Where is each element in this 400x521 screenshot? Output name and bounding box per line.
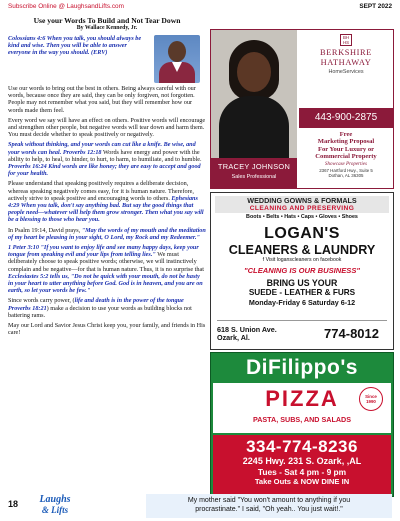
agent-face: [237, 52, 271, 92]
pizza-menu: PASTA, SUBS, AND SALADS: [252, 415, 352, 424]
agent-torso: [219, 96, 289, 158]
paragraph-2: Every word we say will have an effect on others. Positive words will encourage and strengthen other people, but negative words will tear down and harm them. You must decide whether to speak positively or negatively.: [8, 116, 206, 139]
paragraph-6-text: We must deliberately choose to speak positive words; otherwise, we will instinctively complain and be negative—for that is human nature. Thus, it is no surprise that: [8, 251, 204, 273]
verse-1-peter-3-10: 1 Peter 3:10 "If you want to enjoy life and see many happy days, keep your tongue from speaking evil and your lips from telling lies.": [8, 244, 199, 259]
bhhs-phone[interactable]: 443-900-2875: [299, 108, 393, 128]
agent-photo: [211, 30, 297, 158]
verse-ecclesiastes-5-2: Ecclesiastes 5:2 tells us, "Do not be quick with your mouth, do not be hasty in your heart to utter anything before God. God is in heaven, and you are on earth, so let your words be few.": [8, 272, 203, 295]
paragraph-3-text: Words have energy and power with the ability to help, to heal, to hinder, to hurt, to harm, to humiliate, and to humble.: [8, 148, 202, 163]
paragraph-6: [8, 244, 206, 294]
ad-difilippos-pizza[interactable]: [210, 352, 394, 497]
logans-cleaning: CLEANING AND PRESERVING: [215, 205, 389, 213]
paragraph-7-text-a: Since words carry power, (: [8, 297, 75, 305]
logans-address-1: 618 S. Union Ave.: [217, 325, 277, 334]
facebook-text: Visit loganscleaners on facebook: [265, 257, 342, 263]
quote-line-1: My mother said "You won't amount to anything if you: [187, 497, 351, 504]
lead-verse: Colossians 4:6 When you talk, you should always be kind and wise. Then you will be able to answer everyone in the way you should. (ERV): [8, 35, 142, 57]
paragraph-5: [8, 227, 206, 241]
page-header: [8, 3, 392, 13]
logo-line-1: Laughs: [39, 494, 71, 505]
author-head: [168, 41, 186, 62]
logans-suede: SUEDE - LEATHER & FURS: [248, 288, 356, 297]
logo-line-2: & Lifts: [41, 505, 69, 515]
article: [8, 14, 206, 492]
showcase-label: Showcase Properties: [325, 162, 367, 167]
address-line-1: 2367 Hartford Hwy., Suite 5: [319, 167, 373, 173]
paragraph-8: May our Lord and Savior Jesus Christ keep you, your family, and friends in His care!: [8, 322, 206, 337]
since-badge: [359, 387, 383, 411]
verse-proverbs-16-24: Proverbs 16:24 Kind words are like honey; they are easy to accept and good for your health.: [8, 163, 201, 178]
pizza-word: PIZZA: [265, 386, 339, 411]
logans-wedding: WEDDING GOWNS & FORMALS: [215, 196, 389, 205]
logans-address-2: Ozark, Al.: [217, 333, 250, 342]
paragraph-5-text: In Psalm 19:14, David prays,: [8, 226, 82, 234]
offer-line-4: Commercial Property: [315, 153, 377, 161]
quote-line-2: procrastinate." I said, "Oh yeah.. You just wait!.": [195, 506, 343, 513]
offer-line-3: For Your Luxury or: [317, 145, 375, 153]
verse-ephesians-4-29: Ephesians 4:29 When you talk, don't say anything bad. But say the good things that people need—whatever will help them grow stronger. Then what you say will be a blessing to those who hear you.: [8, 194, 204, 224]
lead-block: [8, 35, 206, 85]
pizza-phone[interactable]: 334-774-8236: [246, 437, 358, 456]
brand-line-1: BERKSHIRE: [320, 48, 372, 57]
logans-name: LOGAN'S: [264, 225, 340, 242]
logans-facebook: [211, 257, 393, 264]
logans-bring: BRING US YOUR: [266, 278, 338, 288]
brand-line-2: HATHAWAY: [320, 58, 372, 67]
agent-name-plate: [211, 158, 297, 188]
issue-date: SEPT 2022: [359, 3, 392, 10]
subscribe-link[interactable]: Subscribe Online @ LaughsandLifts.com: [8, 3, 124, 10]
pizza-address: 2245 Hwy. 231 S. Ozark, ,AL: [242, 456, 362, 466]
paragraph-4: [8, 180, 206, 223]
ad-logans-cleaners[interactable]: [210, 192, 394, 350]
logans-subtitle: CLEANERS & LAUNDRY: [228, 243, 376, 257]
verse-proverbs-12-18: Speak without thinking, and your words can cut like a knife. Be wise, and your words can heal. Proverbs 12:18: [8, 141, 196, 156]
agent-title: Sales Professional: [231, 174, 277, 180]
verse-psalm-19-14: "May the words of my mouth and the meditation of my heart be pleasing in your sight, O Lord, my Rock and my Redeemer.": [8, 226, 206, 241]
paragraph-1: Use our words to bring out the best in others. Being always careful with our words, because once they are said, they can be only forgiven, not forgotten. People may not remember what you said, but they will remember how our words made them feel.: [8, 85, 196, 114]
pizza-banner: [213, 383, 391, 433]
address-line-2: Dothan, AL 36305: [328, 173, 364, 179]
bhhs-brand: [299, 30, 393, 116]
article-title: Use your Words To Build and Not Tear Down: [33, 16, 181, 25]
bhhs-address: [299, 162, 393, 179]
facebook-icon: f: [262, 257, 266, 263]
pizza-takeout: Take Outs & NOW DINE IN: [254, 477, 350, 486]
brand-line-3: HomeServices: [328, 69, 364, 75]
laughs-lifts-logo: [24, 494, 86, 516]
since-year: 1990: [366, 399, 376, 404]
logans-items: Boots • Belts • Hats • Caps • Gloves • Shoes: [246, 214, 358, 220]
paragraph-7-text-b: ) make a decision to use your words as building blocks not battering rams.: [8, 304, 192, 319]
logans-slogan: "CLEANING IS OUR BUSINESS": [243, 266, 361, 275]
offer-line-2: Marketing Proposal: [317, 138, 375, 146]
bhhs-logo-icon: BH HS: [340, 34, 352, 46]
since-label: Since: [365, 394, 377, 399]
agent-name: TRACEY JOHNSON: [217, 162, 291, 171]
ad-berkshire-hathaway[interactable]: [210, 29, 394, 189]
page-number: 18: [8, 499, 19, 509]
pizza-hours: Tues - Sat 4 pm - 9 pm: [257, 467, 347, 477]
paragraph-3: [8, 141, 206, 177]
logans-hours: Monday-Friday 6 Saturday 6-12: [248, 298, 356, 307]
paragraph-7: [8, 297, 206, 319]
paragraph-4-text: Please understand that speaking positively requires a deliberate decision, whereas speaking negatively comes easy, for it is human nature. Therefore, actively strive to speak positive and encouraging words to others.: [8, 180, 194, 202]
verse-proverbs-18-21: life and death is in the power of the tongue Proverbs 18:21: [8, 297, 184, 312]
pizza-contact: [213, 435, 391, 495]
logans-contact: [217, 320, 387, 346]
pizza-name: DiFilippo's: [213, 355, 391, 381]
page-footer: [8, 494, 392, 518]
author-photo: [154, 35, 200, 83]
bhhs-offer: [299, 131, 393, 161]
offer-line-1: Free: [339, 131, 353, 138]
footer-quote: [146, 494, 392, 518]
logans-address: [217, 326, 277, 342]
logans-phone[interactable]: 774-8012: [324, 326, 379, 341]
article-byline: By Wallace Kennedy, Jr.: [76, 25, 138, 31]
